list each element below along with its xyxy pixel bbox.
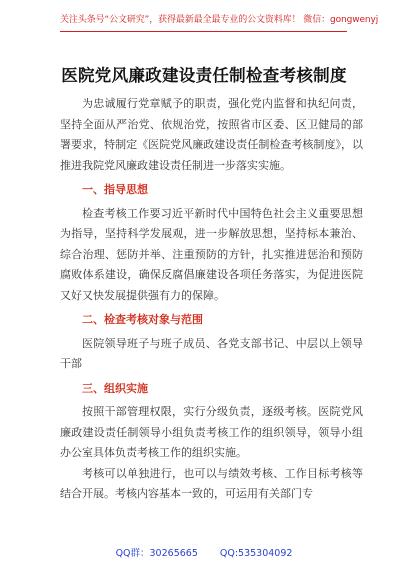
intro-paragraph: 为忠诚履行党章赋予的职责，强化党内监督和执纪问责，坚持全面从严治党、依规治党，按照省市区委、区卫健局的部署要求，特制定《医院党风廉政建设责任制检查考核制度》，以推进我院党风廉政建设责任制进一步落实实施。 — [60, 97, 363, 172]
promo-banner-text: 关注头条号“公文研究”，获得最新最全最专业的公文资料库！ 微信：gongwenyj — [60, 15, 379, 25]
implementation-paragraph: 按照干部管理权限，实行分级负责，逐级考核。医院党风廉政建设责任制领导小组负责考核工作的组织领导，领导小组办公室具体负责考核工作的组织实施。 — [60, 405, 363, 459]
implementation-paragraph-2: 考核可以单独进行，也可以与绩效考核、工作目标考核等结合开展。考核内容基本一致的，可运用有关部门专 — [60, 466, 363, 500]
promo-banner — [60, 10, 379, 32]
contact-footer — [0, 545, 408, 559]
qq-number-text: QQ:535304092 — [219, 548, 293, 559]
qq-group-text: QQ群：30265665 — [115, 548, 198, 559]
document-body — [60, 94, 363, 505]
section-heading-guiding-ideology: 一、指导思想 — [82, 183, 148, 196]
section-heading-scope: 二、检查考核对象与范围 — [82, 313, 203, 326]
section-heading-implementation: 三、组织实施 — [82, 381, 148, 395]
scope-paragraph: 医院领导班子与班子成员、各党支部书记、中层以上领导干部 — [60, 336, 363, 370]
guiding-ideology-paragraph: 检查考核工作要习近平新时代中国特色社会主义重要思想为指导，坚持科学发展观，进一步解放思想，坚持标本兼治、综合治理、惩防并举、注重预防的方针，扎实推进惩治和预防腐败体系建设，确保反腐倡廉建设各项任务落实，为促进医院又好又快发展提供强有力的保障。 — [60, 206, 363, 302]
document-title: 医院党风廉政建设责任制检查考核制度 — [61, 66, 347, 85]
